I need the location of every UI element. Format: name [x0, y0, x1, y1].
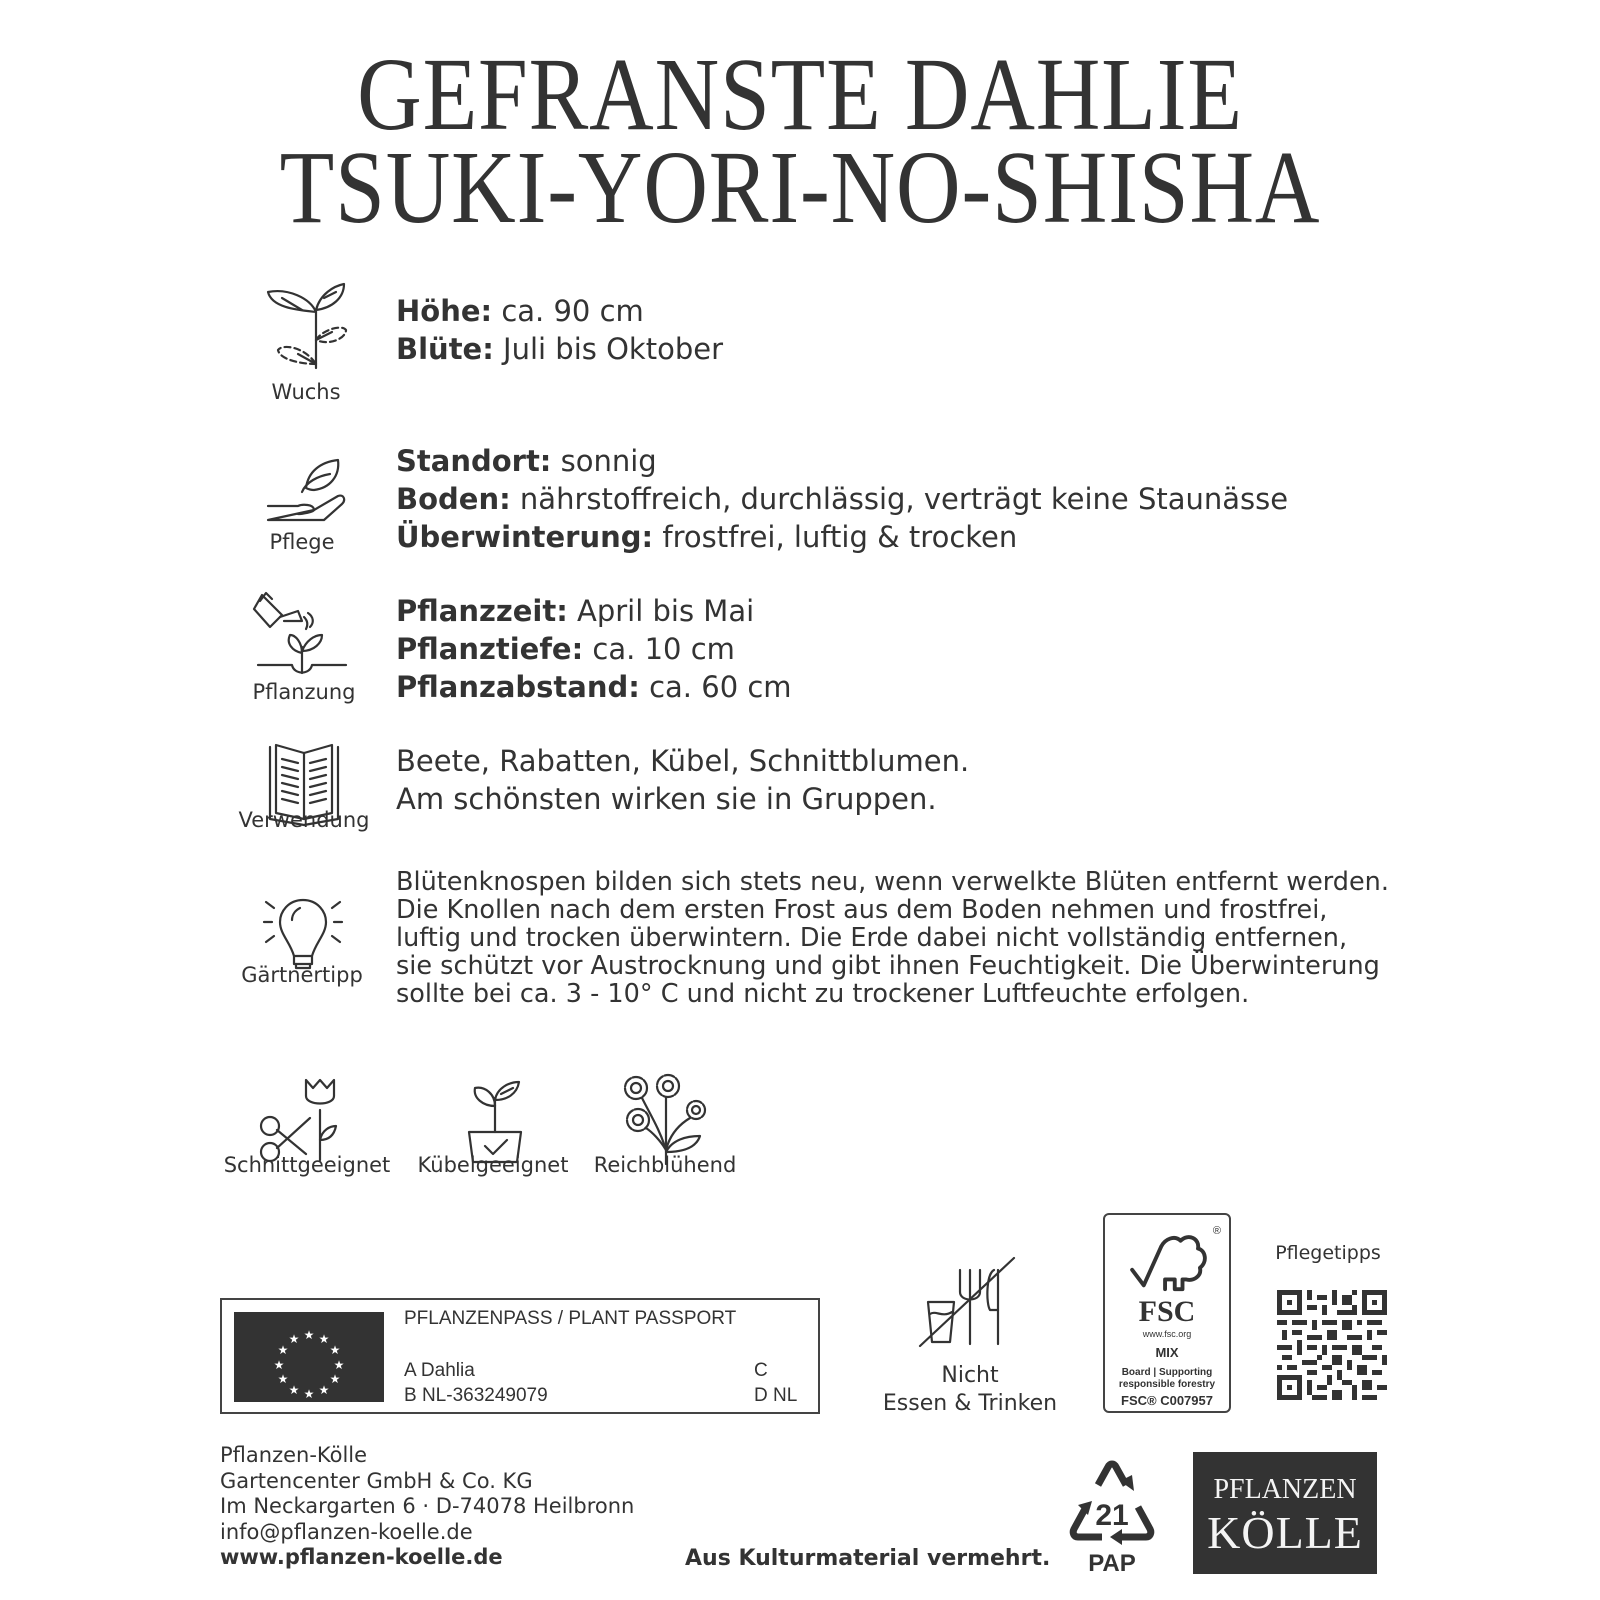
fsc-registered-mark: ®	[1212, 1225, 1221, 1237]
plant-passport-d: D NL	[754, 1385, 798, 1406]
fsc-wordmark: FSC	[1138, 1295, 1196, 1328]
recycling-pap-21-icon	[1062, 1455, 1162, 1575]
tip-line-4: sie schützt vor Austrocknung und gibt ihnen Feuchtigkeit. Die Überwinterung	[396, 951, 1380, 981]
verwendung-line-1: Beete, Rabatten, Kübel, Schnittblumen.	[396, 744, 970, 778]
product-title-line-1: GEFRANSTE DAHLIE	[357, 37, 1243, 152]
recycling-code: PAP	[1088, 1550, 1136, 1575]
bluete-key: Blüte:	[396, 332, 494, 366]
svg-text:★: ★	[303, 1328, 315, 1342]
company-legal-name: Gartencenter GmbH & Co. KG	[220, 1468, 533, 1493]
eu-flag-icon	[234, 1312, 384, 1402]
svg-text:★: ★	[273, 1358, 285, 1372]
svg-text:★: ★	[318, 1332, 330, 1346]
fsc-desc-line-2: responsible forestry	[1118, 1379, 1216, 1390]
section-label-verwendung: Verwendung	[238, 808, 370, 832]
scissors-tulip-icon	[258, 1070, 348, 1165]
plant-passport-a: A Dahlia	[404, 1360, 475, 1381]
company-email[interactable]: info@pflanzen-koelle.de	[220, 1519, 473, 1544]
watering-can-seedling-icon	[252, 585, 352, 675]
fsc-mix: MIX	[1155, 1345, 1179, 1360]
fsc-url: www.fsc.org	[1142, 1329, 1192, 1339]
feature-label-schnittgeeignet: Schnittgeeignet	[223, 1153, 391, 1177]
svg-text:★: ★	[329, 1372, 341, 1386]
svg-text:★: ★	[329, 1343, 341, 1357]
svg-text:★: ★	[288, 1332, 300, 1346]
svg-text:★: ★	[277, 1372, 289, 1386]
section-label-pflanzung: Pflanzung	[252, 680, 356, 704]
product-title-line-2: TSUKI-YORI-NO-SHISHA	[279, 130, 1321, 245]
hoehe-key: Höhe:	[396, 294, 493, 328]
section-label-gaertnertipp: Gärtnertipp	[241, 963, 363, 987]
propagation-note: Aus Kulturmaterial vermehrt.	[685, 1546, 1051, 1571]
potted-plant-check-icon	[455, 1070, 535, 1165]
wuchs-info	[396, 292, 723, 368]
plant-passport-b: B NL-363249079	[404, 1385, 548, 1406]
verwendung-info	[396, 742, 969, 818]
svg-text:★: ★	[333, 1358, 345, 1372]
pflanzabstand-key: Pflanzabstand:	[396, 670, 640, 704]
boden-key: Boden:	[396, 482, 511, 516]
pflanzabstand-value: ca. 60 cm	[639, 670, 792, 704]
company-website[interactable]	[220, 1545, 634, 1571]
standort-key: Standort:	[396, 444, 552, 478]
company-address	[220, 1443, 634, 1571]
svg-text:★: ★	[303, 1387, 315, 1401]
hand-with-leaf-icon	[262, 448, 352, 538]
flower-bouquet-icon	[620, 1070, 712, 1165]
warning-line-2: Essen & Trinken	[882, 1391, 1058, 1416]
qr-label: Pflegetipps	[1275, 1242, 1381, 1264]
tip-line-3: luftig und trocken überwintern. Die Erde dabei nicht vollständig entfernen,	[396, 923, 1348, 953]
bluete-value: Juli bis Oktober	[493, 332, 724, 366]
company-website-text: www.pflanzen-koelle.de	[220, 1545, 503, 1569]
logo-line-1: PFLANZEN	[1213, 1474, 1357, 1505]
verwendung-line-2: Am schönsten wirken sie in Gruppen.	[396, 782, 937, 816]
sprouting-plant-icon	[258, 280, 348, 370]
feature-label-kuebelgeeignet: Kübelgeeignet	[417, 1153, 569, 1177]
svg-text:★: ★	[277, 1343, 289, 1357]
plant-passport-box	[220, 1298, 820, 1414]
pflanzzeit-key: Pflanzzeit:	[396, 594, 568, 628]
pflanztiefe-value: ca. 10 cm	[583, 632, 735, 666]
boden-value: nährstoffreich, durchlässig, verträgt keine Staunässe	[510, 482, 1289, 516]
standort-value: sonnig	[551, 444, 657, 478]
warning-text	[880, 1362, 1060, 1418]
fsc-desc-line-1: Board | Supporting	[1121, 1367, 1213, 1378]
feature-label-reichbluehend: Reichblühend	[593, 1153, 737, 1177]
pflanztiefe-key: Pflanztiefe:	[396, 632, 584, 666]
section-label-pflege: Pflege	[269, 530, 335, 554]
fsc-logo	[1103, 1213, 1231, 1413]
no-eating-drinking-icon	[918, 1252, 1018, 1352]
ueberwinterung-value: frostfrei, luftig & trocken	[653, 520, 1018, 554]
tip-line-5: sollte bei ca. 3 - 10° C und nicht zu trockener Luftfeuchte erfolgen.	[396, 979, 1250, 1009]
logo-line-2: KÖLLE	[1207, 1507, 1363, 1558]
tip-line-1: Blütenknospen bilden sich stets neu, wenn verwelkte Blüten entfernt werden.	[396, 867, 1389, 897]
fsc-tree-check-icon	[1105, 1219, 1229, 1307]
fsc-license-code: FSC® C007957	[1121, 1393, 1213, 1408]
pflege-info	[396, 442, 1288, 556]
recycling-number: 21	[1095, 1499, 1129, 1532]
svg-text:★: ★	[288, 1383, 300, 1397]
pflanzen-koelle-logo	[1193, 1452, 1377, 1574]
plant-passport-heading: PFLANZENPASS / PLANT PASSPORT	[404, 1308, 737, 1329]
plant-passport-c: C	[754, 1360, 768, 1381]
fsc-description	[1105, 1367, 1229, 1391]
ueberwinterung-key: Überwinterung:	[396, 520, 654, 554]
qr-code[interactable]	[1277, 1290, 1387, 1400]
gaertnertipp-text	[396, 868, 1389, 1008]
warning-line-1: Nicht	[941, 1363, 999, 1388]
company-name: Pflanzen-Kölle	[220, 1443, 368, 1467]
tip-line-2: Die Knollen nach dem ersten Frost aus dem Boden nehmen und frostfrei,	[396, 895, 1328, 925]
pflanzung-info	[396, 592, 792, 706]
section-label-wuchs: Wuchs	[271, 380, 341, 404]
svg-text:★: ★	[318, 1383, 330, 1397]
hoehe-value: ca. 90 cm	[492, 294, 644, 328]
pflanzzeit-value: April bis Mai	[567, 594, 755, 628]
company-street: Im Neckargarten 6 · D-74078 Heilbronn	[220, 1494, 635, 1518]
